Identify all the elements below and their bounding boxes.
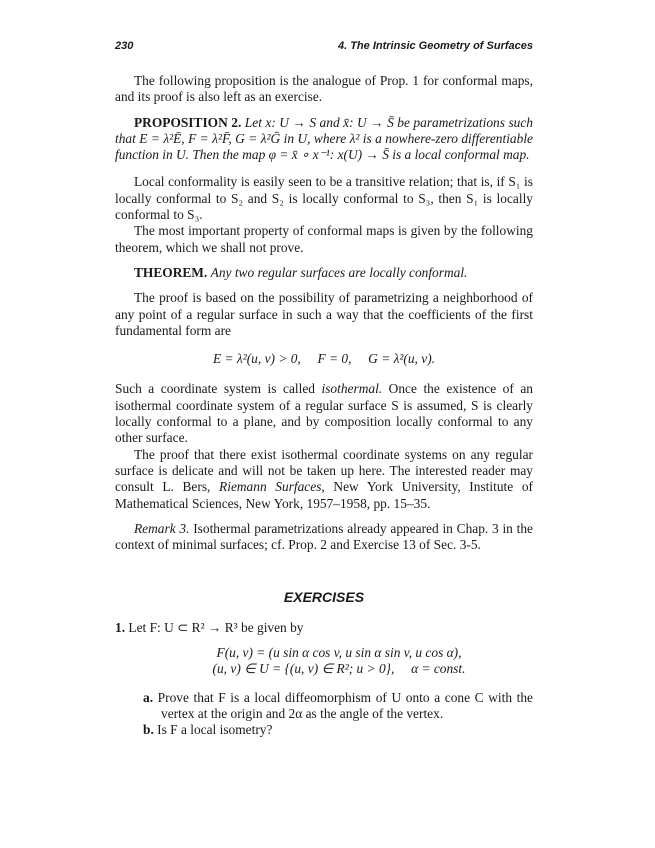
paragraph-important-property: The most important property of conformal maps is given by the following theorem, which we shall not prove. xyxy=(115,223,533,255)
remark-text: Isothermal parametrizations already appeared in Chap. 3 in the context of minimal surfaces; cf. Prop. 2 and Exercise 13 of Sec. 3-5. xyxy=(115,520,533,553)
proposition-label: PROPOSITION 2. xyxy=(134,114,242,130)
running-title: 4. The Intrinsic Geometry of Surfaces xyxy=(337,40,533,52)
exercise-1-number: 1. xyxy=(115,619,126,635)
term-isothermal: isothermal. xyxy=(321,381,383,397)
p6-text-a: The proof that there exist isothermal coordinate systems on any regular surface is delicate and will not be taken up here. The interested reader may consult L. Bers, xyxy=(115,446,533,495)
theorem xyxy=(115,265,533,281)
theorem-text: Any two regular surfaces are locally conformal. xyxy=(210,264,468,280)
book-title: Riemann Surfaces xyxy=(219,479,322,495)
remark-3 xyxy=(115,521,533,554)
formula-F: F(u, v) = (u sin α cos v, u sin α sin v, u cos α), xyxy=(216,645,462,661)
exercises-heading: EXERCISES xyxy=(283,589,365,606)
exercise-1a xyxy=(115,690,533,723)
paragraph-isothermal xyxy=(115,381,533,446)
proposition-2 xyxy=(115,115,533,164)
exercise-1 xyxy=(115,620,533,636)
running-header xyxy=(115,40,533,56)
formula-domain: (u, v) ∈ U = {(u, v) ∈ R²; u > 0}, α = const. xyxy=(212,661,466,677)
exercise-1a-label: a. xyxy=(143,689,154,705)
exercise-1-text: Let F: U ⊂ R² → R³ be given by xyxy=(125,619,304,635)
paragraph-intro: The following proposition is the analogue of Prop. 1 for conformal maps, and its proof is also left as an exercise. xyxy=(115,73,533,105)
page-number: 230 xyxy=(115,40,134,52)
exercise-1a-text: Prove that F is a local diffeomorphism of U onto a cone C with the vertex at the origin and 2α as the angle of the vertex. xyxy=(153,689,533,721)
p6-text-b: , New York University, Institute of Mathematical Sciences, New York, 1957–1958, pp. 15–35. xyxy=(115,479,533,511)
theorem-label: THEOREM. xyxy=(134,264,208,280)
paragraph-bers-reference xyxy=(115,447,533,512)
p5-text-b: Once the existence of an isothermal coordinate system of a regular surface S is assumed, S is clearly locally conformal to a plane, and by composition locally conformal to any other surface. xyxy=(115,381,533,446)
paragraph-proof-basis: The proof is based on the possibility of parametrizing a neighborhood of any point of a regular surface in such a way that the coefficients of the first fundamental form are xyxy=(115,290,533,338)
proposition-text: Let x: U → S and x̄: U → S̄ be parametrizations such that E = λ²Ē, F = λ²F̄, G = λ²Ḡ in U, where λ² is a nowhere-zero differentiable function in U. Then the map φ = x̄ ∘ x⁻¹: x(U) → S̄ is a local conformal map. xyxy=(115,114,533,163)
equation-isothermal: E = λ²(u, v) > 0, F = 0, G = λ²(u, v). xyxy=(213,351,435,367)
exercise-1b-text: Is F a local isometry? xyxy=(153,722,273,738)
exercise-1b xyxy=(115,722,533,738)
remark-label: Remark 3. xyxy=(134,520,190,536)
page-body xyxy=(115,73,533,739)
exercise-1b-label: b. xyxy=(143,722,154,738)
paragraph-transitivity: Local conformality is easily seen to be a transitive relation; that is, if S₁ is locally conformal to S₂ and S₂ is locally conformal to S₃, then S₁ is locally conformal to S₃. xyxy=(115,174,533,223)
p5-text-a: Such a coordinate system is called xyxy=(115,381,322,397)
